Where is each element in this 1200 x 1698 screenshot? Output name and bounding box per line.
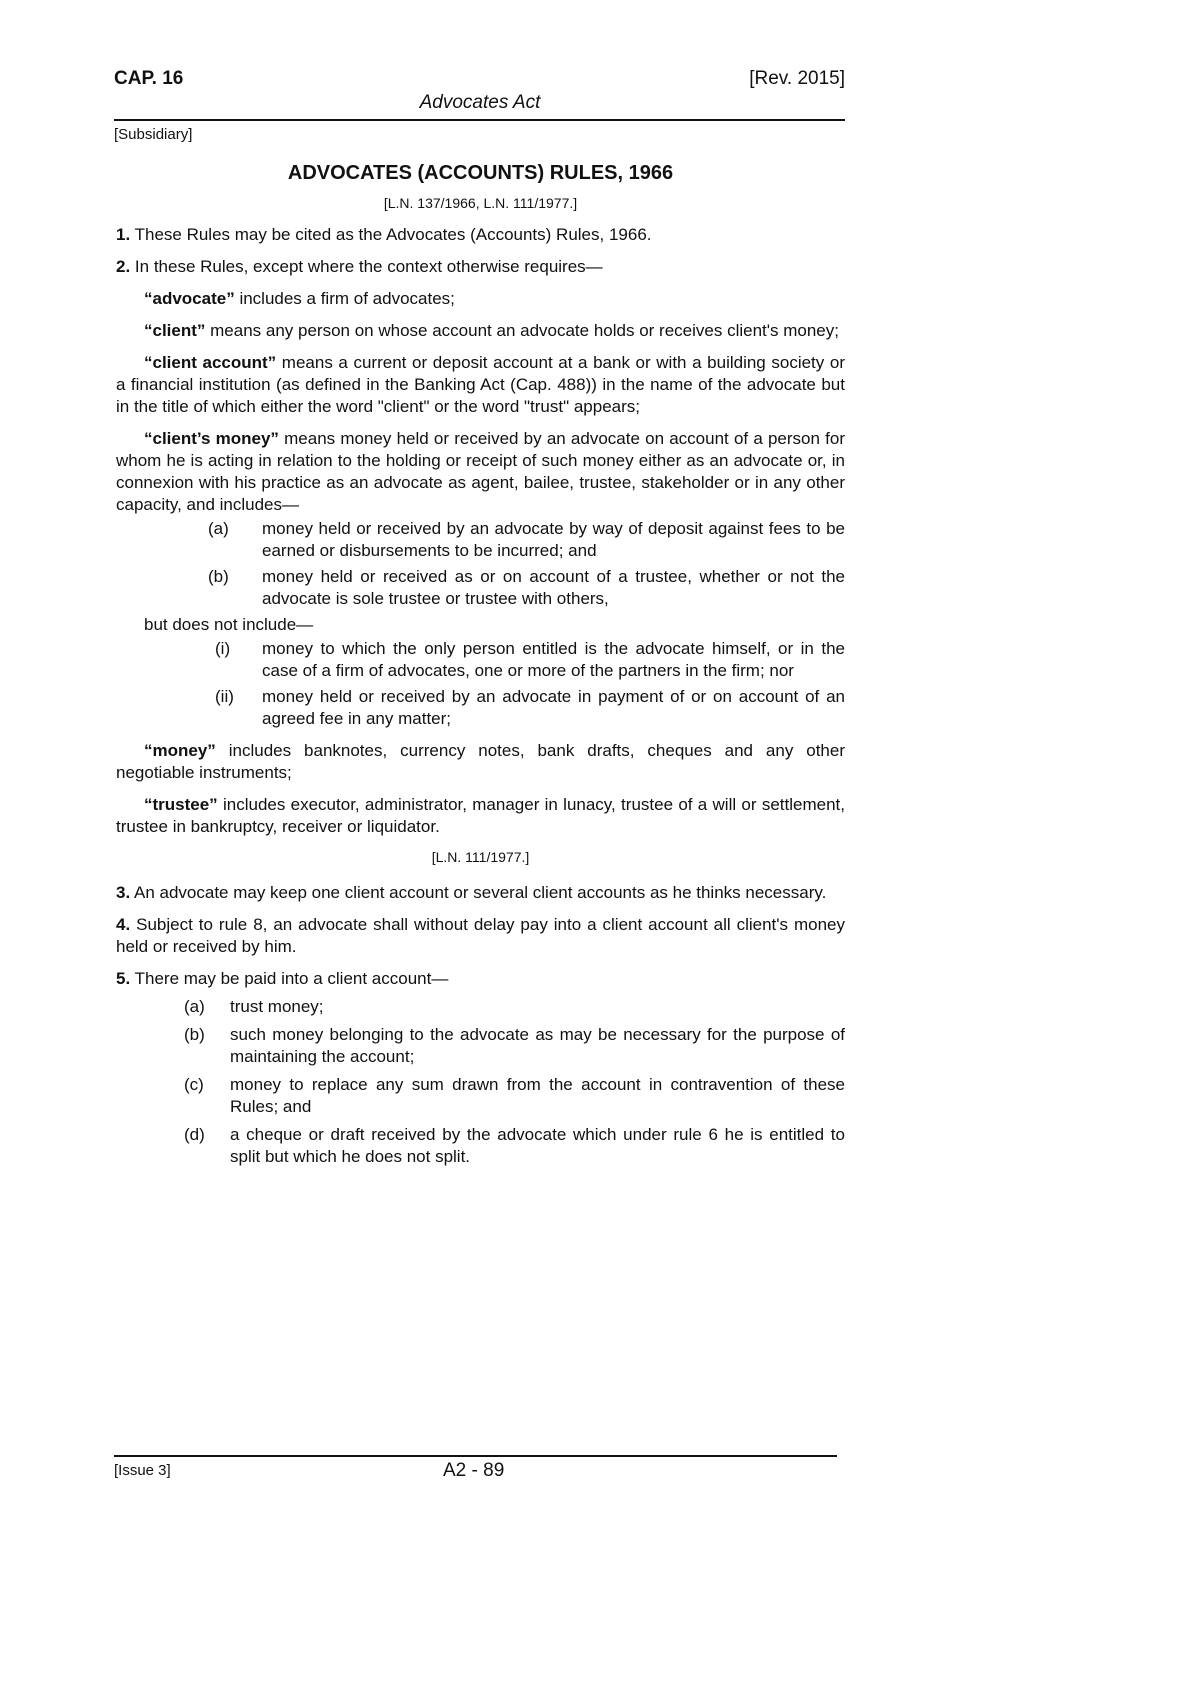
revision-label: [Rev. 2015] — [749, 68, 845, 89]
rule-4 — [116, 914, 845, 958]
definition-client-account — [116, 352, 845, 418]
subparagraph-a — [116, 518, 845, 562]
rule-5-intro — [116, 968, 845, 990]
defined-term: “client account” — [144, 353, 277, 372]
subparagraph-label: (d) — [184, 1125, 205, 1144]
rule-text: An advocate may keep one client account or several client accounts as he thinks necessary. — [133, 883, 827, 902]
rule-3 — [116, 882, 845, 904]
subparagraph-text: money to which the only person entitled is the advocate himself, or in the case of a firm of advocates, one or more of the partners in the firm; nor — [262, 639, 845, 680]
amendment-reference: [L.N. 111/1977.] — [431, 849, 530, 865]
defined-term: “client’s money” — [144, 429, 279, 448]
rule-5-item-a — [116, 996, 845, 1018]
definition-clients-money — [116, 428, 845, 516]
rule-number: 1. — [116, 225, 131, 244]
subparagraph-text: money held or received as or on account of a trustee, whether or not the advocate is sole trustee or trustee with others, — [262, 567, 845, 608]
subparagraph-label: (a) — [208, 519, 229, 538]
rule-number: 4. — [116, 915, 131, 934]
rule-1 — [116, 224, 845, 246]
rule-number: 5. — [116, 969, 131, 988]
subparagraph-ii — [116, 686, 845, 730]
subsidiary-label: [Subsidiary] — [114, 126, 193, 143]
subparagraph-label: (b) — [208, 567, 229, 586]
definition-client — [116, 320, 845, 342]
subparagraph-b — [116, 566, 845, 610]
subparagraph-text: money to replace any sum drawn from the account in contravention of these Rules; and — [230, 1075, 845, 1116]
rules-body — [116, 160, 845, 1174]
rule-5-item-d — [116, 1124, 845, 1168]
defined-term: “money” — [144, 741, 216, 760]
rule-5-item-b — [116, 1024, 845, 1068]
rule-2-intro — [116, 256, 845, 278]
subparagraph-text: such money belonging to the advocate as may be necessary for the purpose of maintaining the account; — [230, 1025, 845, 1066]
rule-text: In these Rules, except where the context otherwise requires— — [134, 257, 603, 276]
rule-number: 3. — [116, 883, 131, 902]
subparagraph-text: a cheque or draft received by the advocate which under rule 6 he is entitled to split but which he does not split. — [230, 1125, 845, 1166]
rule-text: Subject to rule 8, an advocate shall without delay pay into a client account all client's money held or received by him. — [116, 915, 845, 956]
subparagraph-text: trust money; — [230, 997, 324, 1016]
rule-number: 2. — [116, 257, 131, 276]
rule-5-item-c — [116, 1074, 845, 1118]
page-number: A2 - 89 — [443, 1460, 505, 1481]
issue-label: [Issue 3] — [114, 1462, 171, 1479]
subparagraph-label: (i) — [215, 639, 231, 658]
defined-term: “client” — [144, 321, 206, 340]
subparagraph-label: (b) — [184, 1025, 205, 1044]
definition-trustee — [116, 794, 845, 838]
subparagraph-label: (a) — [184, 997, 205, 1016]
defined-term: “advocate” — [144, 289, 235, 308]
subparagraph-label: (c) — [184, 1075, 204, 1094]
definition-money — [116, 740, 845, 784]
header-divider — [114, 119, 845, 121]
definition-text: includes a firm of advocates; — [239, 289, 455, 308]
definition-text: means any person on whose account an advocate holds or receives client's money; — [210, 321, 839, 340]
definition-text: means a current or deposit account at a bank or with a building society or a financial institution (as defined in the Banking Act (Cap. 488)) in the name of the advocate but in the title of which either the word "client" or the word "trust" appears; — [116, 353, 845, 416]
definition-text: includes executor, administrator, manager in lunacy, trustee of a will or settlement, trustee in bankruptcy, receiver or liquidator. — [116, 795, 845, 836]
rules-title: ADVOCATES (ACCOUNTS) RULES, 1966 — [287, 162, 674, 184]
subparagraph-text: money held or received by an advocate by way of deposit against fees to be earned or disbursements to be incurred; and — [262, 519, 845, 560]
footer-divider — [114, 1455, 837, 1457]
definition-text: includes banknotes, currency notes, bank drafts, cheques and any other negotiable instruments; — [116, 741, 845, 782]
act-title: Advocates Act — [419, 92, 541, 113]
definition-advocate — [116, 288, 845, 310]
subparagraph-text: money held or received by an advocate in payment of or on account of an agreed fee in any matter; — [262, 687, 845, 728]
legal-notice-reference: [L.N. 137/1966, L.N. 111/1977.] — [383, 195, 578, 211]
subparagraph-i — [116, 638, 845, 682]
subparagraph-label: (ii) — [215, 687, 234, 706]
exclusion-intro: but does not include— — [144, 615, 314, 634]
rule-text: There may be paid into a client account— — [134, 969, 449, 988]
rule-text: These Rules may be cited as the Advocates (Accounts) Rules, 1966. — [134, 225, 652, 244]
defined-term: “trustee” — [144, 795, 218, 814]
definition-text: means money held or received by an advocate on account of a person for whom he is acting in relation to the holding or receipt of such money either as an advocate or, in connexion with his practice as an advocate as agent, bailee, trustee, stakeholder or in any other capacity, and includes— — [116, 429, 845, 514]
chapter-number: CAP. 16 — [114, 68, 184, 89]
